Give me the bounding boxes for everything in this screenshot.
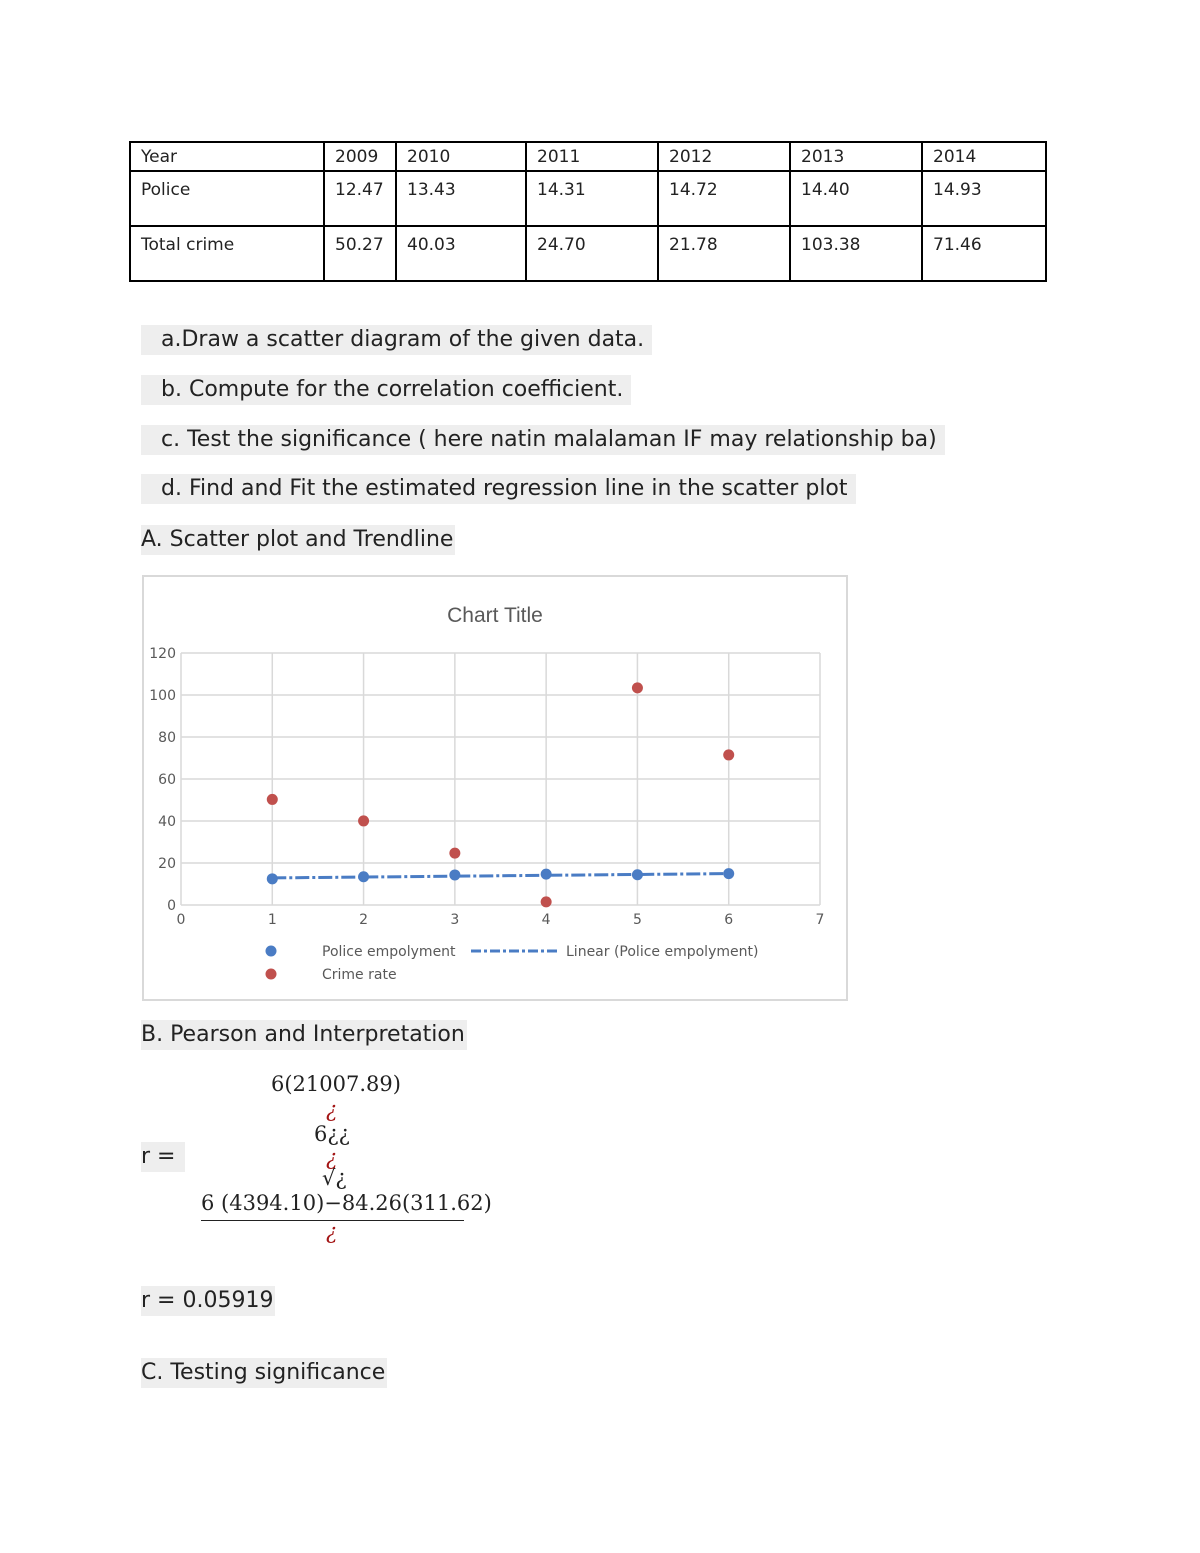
question-b: b. Compute for the correlation coefficient.: [141, 375, 631, 405]
y-tick-label: 20: [158, 856, 176, 872]
data-table: [129, 141, 1047, 282]
table-cell: 50.27: [324, 226, 396, 281]
y-tick-label: 120: [149, 646, 176, 662]
question-c: c. Test the significance ( here natin malalaman IF may relationship ba): [141, 425, 945, 455]
formula-middle: 6¿¿: [314, 1122, 350, 1146]
y-tick-label: 0: [167, 898, 176, 914]
table-cell: 40.03: [396, 226, 526, 281]
table-header-cell: 2013: [790, 142, 922, 171]
police-point: [358, 871, 369, 882]
police-point: [267, 873, 278, 884]
crime-point: [541, 896, 552, 907]
x-tick-label: 1: [267, 912, 277, 928]
formula-glyph: ¿: [326, 1146, 338, 1170]
table-row: [130, 171, 1046, 226]
table-header-cell: Year: [130, 142, 324, 171]
x-tick-label: 2: [359, 912, 369, 928]
table-cell: 14.93: [922, 171, 1046, 226]
table-header-cell: 2012: [658, 142, 790, 171]
table-cell: 13.43: [396, 171, 526, 226]
formula-numerator: 6(21007.89): [271, 1072, 401, 1096]
legend-label-police: Police empolyment: [322, 944, 456, 960]
legend-label-crime: Crime rate: [322, 967, 397, 983]
table-cell: 14.40: [790, 171, 922, 226]
police-point: [541, 869, 552, 880]
legend-marker-police: [266, 946, 277, 957]
crime-point: [267, 794, 278, 805]
table-cell: Police: [130, 171, 324, 226]
crime-point: [723, 749, 734, 760]
r-result: r = 0.05919: [141, 1286, 275, 1316]
y-tick-label: 60: [158, 772, 176, 788]
crime-point: [632, 682, 643, 693]
scatter-chart: [142, 575, 848, 1001]
formula-denominator: 6 (4394.10)−84.26(311.62): [201, 1191, 492, 1215]
y-tick-label: 80: [158, 730, 176, 746]
table-header-row: [130, 142, 1046, 171]
y-tick-label: 100: [149, 688, 176, 704]
x-tick-label: 7: [815, 912, 825, 928]
question-d: d. Find and Fit the estimated regression line in the scatter plot: [141, 474, 856, 504]
question-a: a.Draw a scatter diagram of the given data.: [141, 325, 652, 355]
table-cell: Total crime: [130, 226, 324, 281]
police-point: [723, 868, 734, 879]
table-cell: 21.78: [658, 226, 790, 281]
section-heading-a: A. Scatter plot and Trendline: [141, 525, 455, 555]
police-point: [449, 869, 460, 880]
x-tick-label: 5: [632, 912, 642, 928]
x-tick-label: 4: [541, 912, 551, 928]
y-tick-label: 40: [158, 814, 176, 830]
section-heading-b: B. Pearson and Interpretation: [141, 1020, 467, 1050]
police-point: [632, 869, 643, 880]
trendline: [272, 874, 728, 878]
formula-sqrt: √¿: [322, 1166, 347, 1190]
table-cell: 24.70: [526, 226, 658, 281]
crime-point: [449, 848, 460, 859]
table-cell: 103.38: [790, 226, 922, 281]
table-cell: 12.47: [324, 171, 396, 226]
table-header-cell: 2010: [396, 142, 526, 171]
formula-glyph: ¿: [326, 1098, 338, 1122]
table-cell: 14.31: [526, 171, 658, 226]
table-row: [130, 226, 1046, 281]
table-cell: 71.46: [922, 226, 1046, 281]
legend-marker-crime: [266, 969, 277, 980]
x-tick-label: 0: [176, 912, 186, 928]
crime-point: [358, 815, 369, 826]
chart-title: Chart Title: [447, 604, 543, 627]
table-header-cell: 2011: [526, 142, 658, 171]
x-tick-label: 6: [724, 912, 734, 928]
formula-glyph: ¿: [326, 1220, 338, 1244]
table-cell: 14.72: [658, 171, 790, 226]
x-tick-label: 3: [450, 912, 460, 928]
r-label: r =: [141, 1142, 185, 1172]
chart-canvas: [144, 577, 846, 999]
section-heading-c: C. Testing significance: [141, 1358, 387, 1388]
table-header-cell: 2009: [324, 142, 396, 171]
legend-label-trendline: Linear (Police empolyment): [566, 944, 759, 960]
table-header-cell: 2014: [922, 142, 1046, 171]
